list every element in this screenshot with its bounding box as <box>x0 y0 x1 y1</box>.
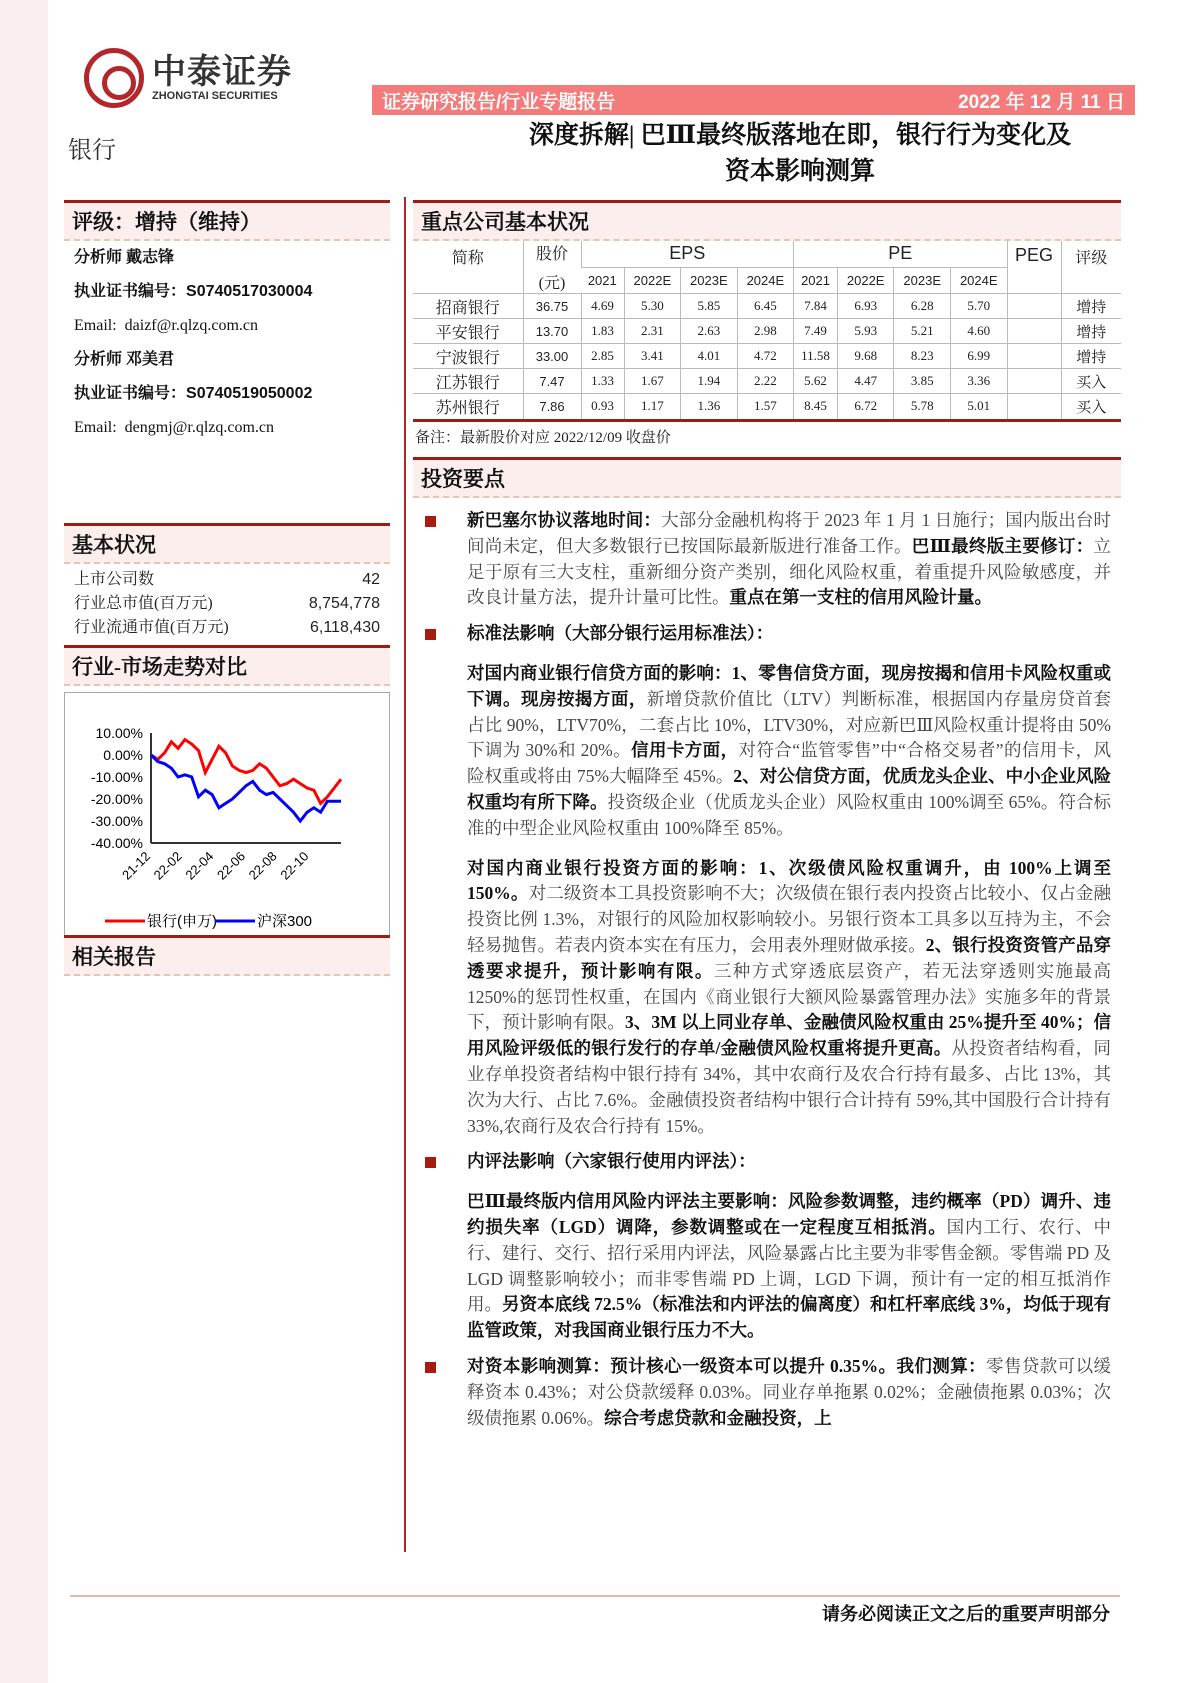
pe-cell: 4.47 <box>837 369 894 394</box>
table-heading: 重点公司基本状况 <box>413 200 1121 241</box>
eps-cell: 2.85 <box>581 344 624 369</box>
eps-cell: 4.72 <box>737 344 794 369</box>
cert-number: S0740517030004 <box>186 283 313 300</box>
basic-section <box>64 523 390 640</box>
rating-cell: 增持 <box>1061 319 1121 344</box>
page-margin-strip <box>0 0 48 1683</box>
bold-text: 对国内商业银行投资方面的影响：1、次级债风险权重调升，由 100%上调至 150%。 <box>467 857 1111 904</box>
table-row <box>413 319 1121 344</box>
basic-key: 上市公司数 <box>74 571 155 588</box>
pe-cell: 7.49 <box>794 319 838 344</box>
basic-value: 42 <box>362 571 380 588</box>
bold-text: 对国内商业银行信贷方面的影响：1、零售信贷方面，现房按揭和信用卡风险权重或下调。现房按揭方面， <box>467 662 1111 709</box>
x-tick-label: 22-04 <box>182 848 217 883</box>
eps-cell: 2.31 <box>624 319 681 344</box>
trend-section <box>64 645 390 957</box>
body-text: 对符合“监管零售”中“合格交易者”的信用卡，风险权重或将由 75%大幅降至 45%。 <box>467 740 1111 787</box>
bold-text: 对资本影响测算：预计核心一级资本可以提升 0.35%。我们测算： <box>467 1355 987 1376</box>
bold-text: 巴Ⅲ最终版主要修订： <box>911 535 1094 556</box>
body-text: 从投资者结构看，同业存单投资者结构中银行持有 34%，其中农商行及农合行持有最多、占比 13%，其次为大行、占比 7.6%。金融债投资者结构中银行合计持有 59%,其中国股行合计持有 33%,农商行及农合行持有 15%。 <box>467 1038 1111 1136</box>
rating-cell: 增持 <box>1061 344 1121 369</box>
year-header: 2023E <box>894 267 951 293</box>
point-text <box>467 1189 1111 1344</box>
col-price: 股价 (元) <box>523 241 581 294</box>
eps-cell: 5.85 <box>681 294 738 319</box>
pe-cell: 11.58 <box>794 344 838 369</box>
y-tick-label: 0.00% <box>103 747 143 763</box>
series-line <box>151 755 341 821</box>
year-header: 2021 <box>794 267 838 293</box>
pe-cell: 5.62 <box>794 369 838 394</box>
eps-cell: 1.33 <box>581 369 624 394</box>
email-address[interactable]: daizf@r.qlzq.com.cn <box>124 317 259 334</box>
rating-heading: 评级：增持（维持） <box>64 200 390 241</box>
bold-text: 新巴塞尔协议落地时间： <box>467 510 662 530</box>
email-line <box>64 309 390 343</box>
pe-cell: 5.70 <box>950 294 1007 319</box>
rating-section <box>64 200 390 445</box>
y-tick-label: -10.00% <box>90 769 143 785</box>
email-label: Email: <box>74 317 117 334</box>
col-pe: PE <box>794 241 1007 267</box>
eps-cell: 1.67 <box>624 369 681 394</box>
footer-disclaimer: 请务必阅读正文之后的重要声明部分 <box>822 1604 1110 1624</box>
sector-label: 银行 <box>68 138 116 164</box>
logo-en: ZHONGTAI SECURITIES <box>152 90 278 102</box>
table-row <box>413 394 1121 419</box>
peg-cell <box>1007 344 1061 369</box>
analyst-name: 戴志锋 <box>126 249 175 266</box>
analyst-line <box>64 343 390 377</box>
pe-cell: 5.21 <box>894 319 951 344</box>
bullet-square-icon <box>425 1362 436 1373</box>
pe-cell: 5.78 <box>894 394 951 419</box>
pe-cell: 3.36 <box>950 369 1007 394</box>
table-row <box>413 294 1121 319</box>
company-logo <box>84 48 292 108</box>
pe-cell: 8.23 <box>894 344 951 369</box>
x-tick-label: 21-12 <box>119 848 154 883</box>
basic-row <box>64 568 390 592</box>
point-block <box>413 1149 1111 1175</box>
price-cell: 33.00 <box>523 344 581 369</box>
eps-cell: 2.98 <box>737 319 794 344</box>
trend-chart-svg <box>65 693 391 958</box>
pe-cell: 3.85 <box>894 369 951 394</box>
bullet-square-icon <box>425 629 436 640</box>
point-block <box>413 621 1111 647</box>
col-rating: 评级 <box>1061 241 1121 294</box>
table-note: 备注：最新股价对应 2022/12/09 收盘价 <box>415 429 671 446</box>
eps-cell: 6.45 <box>737 294 794 319</box>
basic-value: 8,754,778 <box>308 595 380 612</box>
trend-chart <box>64 692 390 957</box>
peg-cell <box>1007 394 1061 419</box>
x-tick-label: 22-02 <box>150 848 185 883</box>
eps-cell: 0.93 <box>581 394 624 419</box>
eps-cell: 1.17 <box>624 394 681 419</box>
bold-text: 标准法影响（大部分银行运用标准法）： <box>467 623 774 644</box>
year-header: 2024E <box>737 267 794 293</box>
point-block <box>413 856 1111 1140</box>
eps-cell: 1.94 <box>681 369 738 394</box>
basic-value: 6,118,430 <box>310 619 380 636</box>
table-row <box>413 344 1121 369</box>
cert-label: 执业证书编号： <box>74 283 187 300</box>
company-name: 招商银行 <box>413 294 523 319</box>
series-line <box>151 740 341 804</box>
bullet-square-icon <box>425 1157 436 1168</box>
eps-cell: 2.22 <box>737 369 794 394</box>
bold-text: 另资本底线 72.5%（标准法和内评法的偏离度）和杠杆率底线 3%，均低于现有监管政策，对我国商业银行压力不大。 <box>467 1294 1112 1341</box>
bullet-square-icon <box>425 516 436 527</box>
body-text: 立足于原有三大支柱，重新细分资产类别，细化风险权重，着重提升风险敏感度，并改良计量方法，提升计量可比性。 <box>467 535 1112 608</box>
eps-cell: 1.83 <box>581 319 624 344</box>
col-peg: PEG <box>1007 241 1061 294</box>
y-tick-label: -20.00% <box>90 791 143 807</box>
points-heading: 投资要点 <box>413 457 1121 498</box>
report-title <box>480 118 1120 190</box>
report-type: 证券研究报告/行业专题报告 <box>382 91 616 113</box>
cert-line <box>64 275 390 309</box>
price-cell: 7.47 <box>523 369 581 394</box>
y-tick-label: 10.00% <box>95 725 143 741</box>
investment-points <box>413 457 1121 1431</box>
pe-cell: 5.01 <box>950 394 1007 419</box>
email-line <box>64 411 390 445</box>
cert-line <box>64 377 390 411</box>
col-eps: EPS <box>581 241 794 267</box>
email-label: Email: <box>74 419 117 436</box>
company-table-section <box>413 200 1121 451</box>
basic-row <box>64 592 390 616</box>
bold-text: 综合考虑贷款和金融投资，上 <box>604 1407 832 1428</box>
body-text: 对二级资本工具投资影响不大；次级债在银行表内投资占比较小、仅占金融投资比例 1.3%，对银行的风险加权影响较小。另银行资本工具多以互持为主，不会轻易抛售。若表内资本实在有压力，会用表外理财做承接。 <box>467 883 1112 955</box>
related-heading: 相关报告 <box>64 935 390 976</box>
point-block <box>413 508 1111 611</box>
x-tick-label: 22-08 <box>245 848 280 883</box>
price-cell: 13.70 <box>523 319 581 344</box>
eps-cell: 4.69 <box>581 294 624 319</box>
pe-cell: 6.28 <box>894 294 951 319</box>
peg-cell <box>1007 319 1061 344</box>
table-row <box>413 369 1121 394</box>
legend-label: 沪深300 <box>257 913 313 930</box>
column-divider <box>404 197 406 1552</box>
eps-cell: 2.63 <box>681 319 738 344</box>
company-name: 江苏银行 <box>413 369 523 394</box>
pe-cell: 5.93 <box>837 319 894 344</box>
analyst-name: 邓美君 <box>126 351 175 368</box>
report-date: 2022 年 12 月 11 日 <box>958 91 1125 113</box>
logo-mark-icon <box>84 48 144 108</box>
price-cell: 7.86 <box>523 394 581 419</box>
basic-key: 行业流通市值(百万元) <box>74 619 229 636</box>
logo-cn: 中泰证券 <box>152 53 292 91</box>
eps-cell: 1.57 <box>737 394 794 419</box>
rating-cell: 买入 <box>1061 369 1121 394</box>
eps-cell: 4.01 <box>681 344 738 369</box>
bold-text: 巴Ⅲ最终版内信用风险内评法主要影响：风险参数调整，违约概率（PD）调升、违约损失率（LGD）调降，参数调整或在一定程度互相抵消。 <box>467 1191 1111 1237</box>
bold-text: 信用卡方面， <box>631 740 739 761</box>
analyst-label: 分析师 <box>74 351 123 368</box>
bold-text: 2、对公信贷方面，优质龙头企业、中小企业风险权重均有所下降。 <box>467 766 1112 812</box>
body-text: 国内工行、农行、中行、建行、交行、招行采用内评法，风险暴露占比主要为非零售金额。零售端 PD 及 LGD 调整影响较小；而非零售端 PD 上调，LGD 下调，预计有一定的相互抵消作用。 <box>467 1216 1112 1315</box>
year-header: 2021 <box>581 267 624 293</box>
title-line: 资本影响测算 <box>724 158 875 185</box>
bold-text: 2、银行投资资管产品穿透要求提升，预计影响有限。 <box>467 934 1112 981</box>
peg-cell <box>1007 294 1061 319</box>
year-header: 2023E <box>681 267 738 293</box>
pe-cell: 9.68 <box>837 344 894 369</box>
basic-key: 行业总市值(百万元) <box>74 595 213 612</box>
legend-label: 银行(申万) <box>147 913 217 930</box>
company-table <box>413 241 1121 419</box>
trend-heading: 行业-市场走势对比 <box>64 645 390 686</box>
point-text <box>467 1354 1111 1431</box>
year-header: 2022E <box>837 267 894 293</box>
pe-cell: 6.99 <box>950 344 1007 369</box>
eps-cell: 3.41 <box>624 344 681 369</box>
year-header: 2022E <box>624 267 681 293</box>
year-header: 2024E <box>950 267 1007 293</box>
y-tick-label: -30.00% <box>90 813 143 829</box>
rating-cell: 增持 <box>1061 294 1121 319</box>
pe-cell: 6.72 <box>837 394 894 419</box>
basic-row <box>64 616 390 640</box>
eps-cell: 5.30 <box>624 294 681 319</box>
point-text <box>467 1149 1111 1175</box>
point-text <box>467 621 1111 647</box>
x-tick-label: 22-06 <box>214 848 249 883</box>
peg-cell <box>1007 369 1061 394</box>
point-text <box>467 508 1111 611</box>
analyst-line <box>64 241 390 275</box>
company-name: 宁波银行 <box>413 344 523 369</box>
body-text: 三种方式穿透底层资产，若无法穿透则实施最高 1250%的惩罚性权重，在国内《商业银行大额风险暴露管理办法》实施多年的背景下，预计影响有限。 <box>467 960 1112 1033</box>
analyst-label: 分析师 <box>74 249 123 266</box>
point-block <box>413 1354 1111 1431</box>
point-block <box>413 661 1111 842</box>
bold-text: 内评法影响（六家银行使用内评法）： <box>467 1151 756 1172</box>
email-address[interactable]: dengmj@r.qlzq.com.cn <box>124 419 275 436</box>
bold-text: 3、3M 以上同业存单、金融债风险权重由 25%提升至 40%；信用风险评级低的银行发行的存单/金融债风险权重将提升更高。 <box>467 1012 1111 1059</box>
basic-heading: 基本状况 <box>64 523 390 564</box>
bold-text: 重点在第一支柱的信用风险计量。 <box>729 587 992 608</box>
body-text: 新增贷款价值比（LTV）判断标准，根据国内存量房贷首套占比 90%，LTV70%，二套占比 10%，LTV30%，对应新巴Ⅲ风险权重计提将由 50%下调为 30%和 20%。 <box>467 688 1112 761</box>
pe-cell: 7.84 <box>794 294 838 319</box>
x-tick-label: 22-10 <box>277 848 312 883</box>
title-line: 深度拆解| 巴Ⅲ最终版落地在即，银行行为变化及 <box>528 122 1072 149</box>
cert-number: S0740519050002 <box>186 385 313 402</box>
company-name: 苏州银行 <box>413 394 523 419</box>
pe-cell: 4.60 <box>950 319 1007 344</box>
body-text: 投资级企业（优质龙头企业）风险权重由 100%调至 65%。符合标准的中型企业风险权重由 100%降至 85%。 <box>467 791 1112 838</box>
cert-label: 执业证书编号： <box>74 385 187 402</box>
company-name: 平安银行 <box>413 319 523 344</box>
report-banner <box>372 85 1135 115</box>
point-text <box>467 856 1111 1140</box>
body-text: 大部分金融机构将于 2023 年 1 月 1 日施行；国内版出台时间尚未定，但大多数银行已按国际最新版进行准备工作。 <box>467 510 1112 556</box>
eps-cell: 1.36 <box>681 394 738 419</box>
y-tick-label: -40.00% <box>90 835 143 851</box>
pe-cell: 6.93 <box>837 294 894 319</box>
price-cell: 36.75 <box>523 294 581 319</box>
footer-divider <box>70 1595 1120 1597</box>
point-block <box>413 1189 1111 1344</box>
body-text: 零售贷款可以缓释资本 0.43%；对公贷款缓释 0.03%。同业存单拖累 0.02%；金融债拖累 0.03%；次级债拖累 0.06%。 <box>467 1355 1112 1428</box>
pe-cell: 8.45 <box>794 394 838 419</box>
related-section <box>64 935 390 976</box>
rating-cell: 买入 <box>1061 394 1121 419</box>
col-name: 简称 <box>451 250 484 267</box>
point-text <box>467 661 1111 842</box>
